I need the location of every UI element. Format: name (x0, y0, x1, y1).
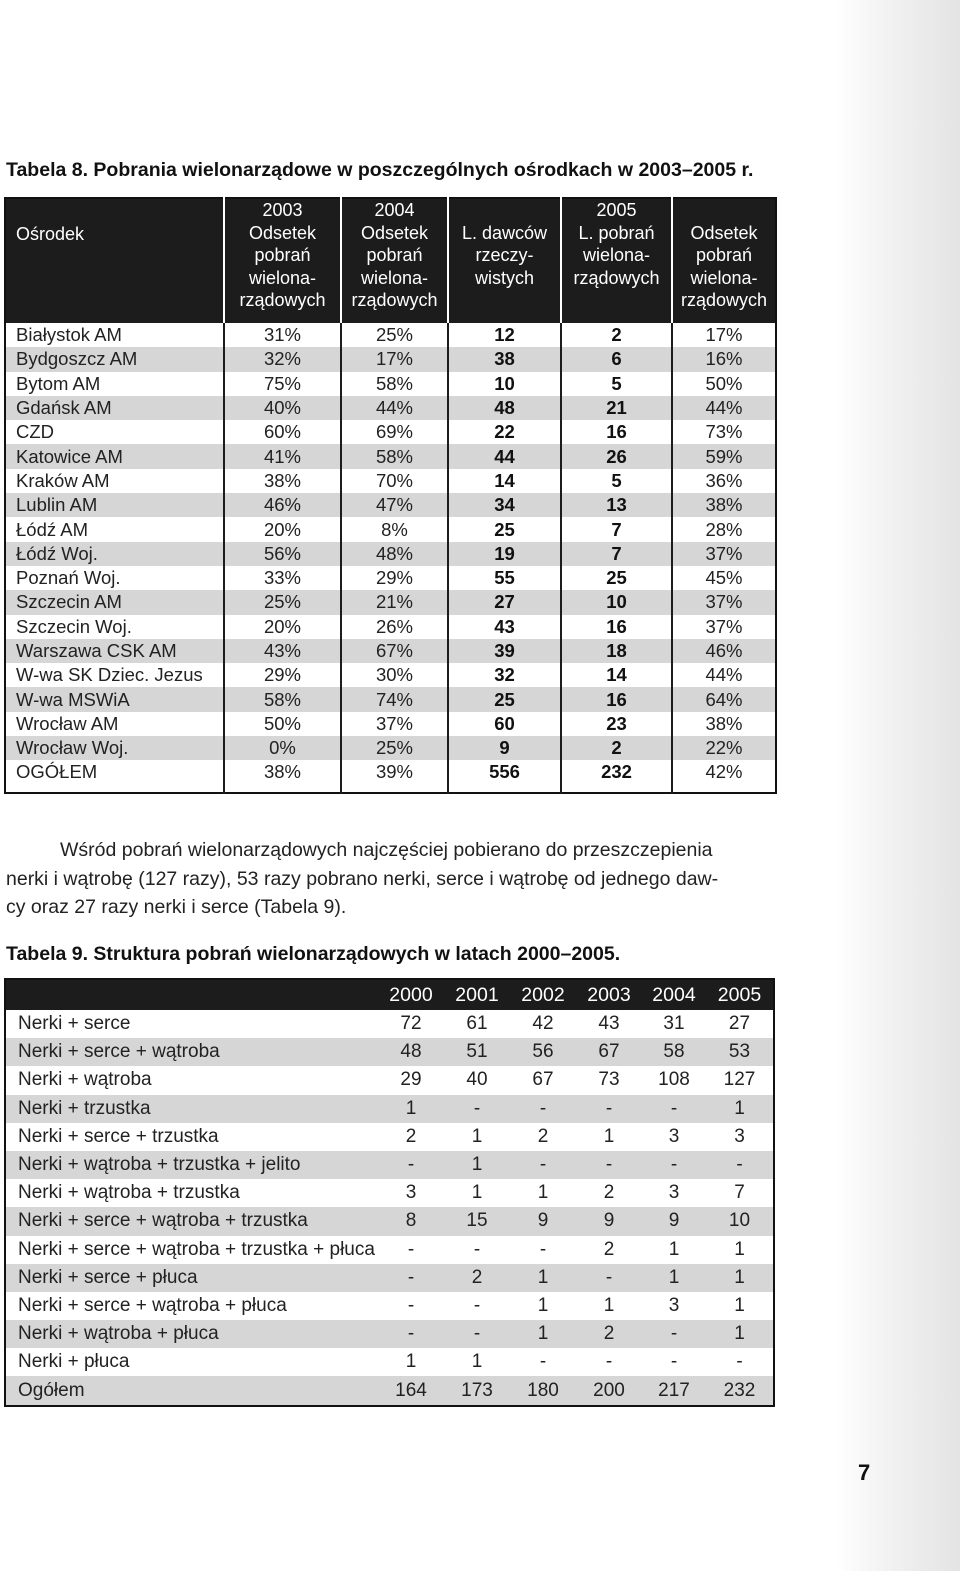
cell-multi: 5 (561, 469, 672, 493)
cell-value: 2 (378, 1123, 444, 1151)
cell-value: 2 (576, 1179, 642, 1207)
cell-donors: 9 (448, 736, 561, 760)
cell-value: - (510, 1348, 576, 1376)
cell-value: 10 (706, 1207, 774, 1235)
header-2005-pobran: 2005 L. pobrań wielona- rządowych (561, 198, 672, 323)
cell-value: - (378, 1292, 444, 1320)
table-row (5, 1376, 774, 1405)
cell-donors: 10 (448, 372, 561, 396)
cell-osrodek: Kraków AM (5, 469, 224, 493)
table-row (5, 469, 776, 493)
cell-osrodek: Wrocław Woj. (5, 736, 224, 760)
table-row (5, 372, 776, 396)
cell-osrodek: Wrocław AM (5, 712, 224, 736)
cell-value: - (444, 1320, 510, 1348)
cell-value: 27 (706, 1010, 774, 1038)
cell-value: 8 (378, 1207, 444, 1235)
cell-osrodek: Bytom AM (5, 372, 224, 396)
cell-value: 40 (444, 1066, 510, 1094)
cell-value: - (378, 1236, 444, 1264)
header-2005-odsetek: Odsetek pobrań wielona- rządowych (672, 198, 776, 323)
header-dawcow: L. dawców rzeczy- wistych (448, 198, 561, 323)
table-row (5, 760, 776, 793)
cell-multi: 7 (561, 542, 672, 566)
cell-p2005: 22% (672, 736, 776, 760)
cell-donors: 25 (448, 517, 561, 541)
cell-value: - (706, 1348, 774, 1376)
cell-value: 72 (378, 1010, 444, 1038)
table-row (5, 1292, 774, 1320)
cell-value: - (510, 1151, 576, 1179)
header-2003: 2003 Odsetek pobrań wielona- rządowych (224, 198, 341, 323)
cell-donors: 12 (448, 323, 561, 347)
cell-value: 9 (576, 1207, 642, 1235)
cell-organs: Nerki + wątroba + płuca (5, 1320, 378, 1348)
cell-organs: Nerki + wątroba (5, 1066, 378, 1094)
cell-value: 1 (444, 1179, 510, 1207)
cell-p2003: 43% (224, 639, 341, 663)
cell-value: 2 (510, 1123, 576, 1151)
cell-value: - (444, 1292, 510, 1320)
cell-value: 1 (706, 1264, 774, 1292)
cell-p2004: 30% (341, 663, 448, 687)
cell-value: 67 (510, 1066, 576, 1094)
cell-multi: 13 (561, 493, 672, 517)
cell-value: - (576, 1264, 642, 1292)
header-year: 2004 (642, 979, 706, 1010)
cell-osrodek: Poznań Woj. (5, 566, 224, 590)
cell-multi: 16 (561, 687, 672, 711)
cell-value: 2 (444, 1264, 510, 1292)
cell-p2004: 47% (341, 493, 448, 517)
cell-p2004: 21% (341, 590, 448, 614)
cell-multi: 25 (561, 566, 672, 590)
table-row (5, 590, 776, 614)
cell-value: 108 (642, 1066, 706, 1094)
cell-p2005: 37% (672, 615, 776, 639)
cell-p2005: 38% (672, 493, 776, 517)
cell-p2003: 50% (224, 712, 341, 736)
cell-p2005: 64% (672, 687, 776, 711)
table-row (5, 493, 776, 517)
cell-p2004: 39% (341, 760, 448, 793)
cell-organs: Nerki + serce + wątroba (5, 1038, 378, 1066)
cell-value: - (378, 1264, 444, 1292)
cell-value: 51 (444, 1038, 510, 1066)
cell-p2003: 56% (224, 542, 341, 566)
cell-organs: Nerki + serce (5, 1010, 378, 1038)
cell-p2005: 46% (672, 639, 776, 663)
table-row (5, 639, 776, 663)
cell-multi: 7 (561, 517, 672, 541)
cell-multi: 23 (561, 712, 672, 736)
table-row (5, 712, 776, 736)
header-year: 2002 (510, 979, 576, 1010)
cell-value: 7 (706, 1179, 774, 1207)
cell-multi: 2 (561, 323, 672, 347)
cell-value: 2 (576, 1236, 642, 1264)
cell-organs: Nerki + serce + wątroba + trzustka + płuca (5, 1236, 378, 1264)
table-row (5, 1010, 774, 1038)
cell-organs: Ogółem (5, 1376, 378, 1405)
cell-value: 1 (576, 1292, 642, 1320)
cell-value: 180 (510, 1376, 576, 1405)
cell-value: 3 (642, 1179, 706, 1207)
cell-p2004: 74% (341, 687, 448, 711)
cell-value: 1 (444, 1348, 510, 1376)
header-blank (5, 979, 378, 1010)
cell-value: 1 (706, 1095, 774, 1123)
cell-p2005: 37% (672, 590, 776, 614)
cell-multi: 14 (561, 663, 672, 687)
cell-value: 2 (576, 1320, 642, 1348)
cell-p2003: 38% (224, 760, 341, 793)
cell-p2005: 45% (672, 566, 776, 590)
cell-p2003: 40% (224, 396, 341, 420)
table-row (5, 517, 776, 541)
cell-donors: 39 (448, 639, 561, 663)
cell-value: 61 (444, 1010, 510, 1038)
cell-value: 58 (642, 1038, 706, 1066)
table-row (5, 1320, 774, 1348)
cell-value: 31 (642, 1010, 706, 1038)
cell-p2004: 25% (341, 323, 448, 347)
cell-p2005: 28% (672, 517, 776, 541)
cell-value: - (510, 1236, 576, 1264)
table-row (5, 736, 776, 760)
cell-value: 29 (378, 1066, 444, 1094)
cell-multi: 16 (561, 420, 672, 444)
cell-multi: 232 (561, 760, 672, 793)
cell-multi: 5 (561, 372, 672, 396)
cell-osrodek: Katowice AM (5, 444, 224, 468)
cell-value: 200 (576, 1376, 642, 1405)
table-row (5, 347, 776, 371)
cell-donors: 32 (448, 663, 561, 687)
table-row (5, 396, 776, 420)
cell-donors: 55 (448, 566, 561, 590)
cell-value: - (706, 1151, 774, 1179)
cell-osrodek: Bydgoszcz AM (5, 347, 224, 371)
cell-p2004: 8% (341, 517, 448, 541)
table-row (5, 1207, 774, 1235)
cell-p2003: 60% (224, 420, 341, 444)
table-row (5, 542, 776, 566)
cell-p2005: 42% (672, 760, 776, 793)
cell-p2004: 48% (341, 542, 448, 566)
cell-donors: 44 (448, 444, 561, 468)
cell-organs: Nerki + serce + wątroba + trzustka (5, 1207, 378, 1235)
cell-donors: 19 (448, 542, 561, 566)
body-paragraph: Wśród pobrań wielonarządowych najczęściej pobierano do przeszczepienia nerki i wątrobę (127 razy), 53 razy pobrano nerki, serce i wątrobę od jednego daw- cy oraz 27 razy nerki i serce (Tabela 9). (6, 839, 719, 918)
table8-caption: Tabela 8. Pobrania wielonarządowe w poszczególnych ośrodkach w 2003–2005 r. (6, 159, 754, 181)
cell-value: 67 (576, 1038, 642, 1066)
cell-osrodek: Gdańsk AM (5, 396, 224, 420)
cell-p2004: 17% (341, 347, 448, 371)
cell-p2004: 58% (341, 444, 448, 468)
cell-value: - (576, 1095, 642, 1123)
table-row (5, 1179, 774, 1207)
cell-p2003: 31% (224, 323, 341, 347)
cell-value: 1 (642, 1236, 706, 1264)
cell-donors: 34 (448, 493, 561, 517)
cell-p2005: 73% (672, 420, 776, 444)
cell-p2003: 38% (224, 469, 341, 493)
cell-value: 1 (444, 1123, 510, 1151)
table8-header (5, 198, 776, 323)
cell-donors: 14 (448, 469, 561, 493)
cell-p2003: 20% (224, 517, 341, 541)
cell-p2003: 20% (224, 615, 341, 639)
cell-p2004: 44% (341, 396, 448, 420)
cell-value: 9 (510, 1207, 576, 1235)
cell-osrodek: OGÓŁEM (5, 760, 224, 793)
cell-p2005: 37% (672, 542, 776, 566)
cell-value: - (642, 1348, 706, 1376)
cell-value: 3 (378, 1179, 444, 1207)
cell-value: 1 (510, 1179, 576, 1207)
cell-value: 164 (378, 1376, 444, 1405)
cell-p2005: 16% (672, 347, 776, 371)
cell-value: - (576, 1348, 642, 1376)
cell-value: 15 (444, 1207, 510, 1235)
cell-value: 127 (706, 1066, 774, 1094)
cell-p2004: 69% (341, 420, 448, 444)
cell-value: 73 (576, 1066, 642, 1094)
cell-value: - (444, 1095, 510, 1123)
cell-multi: 21 (561, 396, 672, 420)
header-2004: 2004 Odsetek pobrań wielona- rządowych (341, 198, 448, 323)
cell-value: - (576, 1151, 642, 1179)
cell-value: 1 (510, 1292, 576, 1320)
cell-value: 1 (378, 1348, 444, 1376)
cell-osrodek: W-wa MSWiA (5, 687, 224, 711)
cell-osrodek: Szczecin Woj. (5, 615, 224, 639)
cell-p2003: 46% (224, 493, 341, 517)
table9-header (5, 979, 774, 1010)
cell-organs: Nerki + serce + wątroba + płuca (5, 1292, 378, 1320)
table-row (5, 687, 776, 711)
header-year: 2003 (576, 979, 642, 1010)
cell-multi: 16 (561, 615, 672, 639)
header-year: 2005 (706, 979, 774, 1010)
cell-organs: Nerki + wątroba + trzustka + jelito (5, 1151, 378, 1179)
cell-p2003: 32% (224, 347, 341, 371)
cell-p2004: 70% (341, 469, 448, 493)
cell-organs: Nerki + płuca (5, 1348, 378, 1376)
header-osrodek: Ośrodek (5, 198, 224, 323)
cell-value: 56 (510, 1038, 576, 1066)
cell-value: 1 (510, 1320, 576, 1348)
cell-multi: 18 (561, 639, 672, 663)
table-row (5, 566, 776, 590)
cell-osrodek: Warszawa CSK AM (5, 639, 224, 663)
cell-p2003: 25% (224, 590, 341, 614)
cell-value: - (378, 1320, 444, 1348)
cell-organs: Nerki + serce + trzustka (5, 1123, 378, 1151)
table-row (5, 615, 776, 639)
cell-organs: Nerki + trzustka (5, 1095, 378, 1123)
cell-donors: 27 (448, 590, 561, 614)
cell-value: - (510, 1095, 576, 1123)
cell-p2003: 75% (224, 372, 341, 396)
table-row (5, 323, 776, 347)
cell-value: - (642, 1320, 706, 1348)
cell-multi: 2 (561, 736, 672, 760)
cell-p2005: 59% (672, 444, 776, 468)
cell-value: - (642, 1095, 706, 1123)
cell-p2005: 36% (672, 469, 776, 493)
cell-value: 217 (642, 1376, 706, 1405)
cell-organs: Nerki + serce + płuca (5, 1264, 378, 1292)
cell-p2004: 67% (341, 639, 448, 663)
cell-multi: 6 (561, 347, 672, 371)
cell-p2005: 44% (672, 663, 776, 687)
table-row (5, 1264, 774, 1292)
cell-value: 1 (378, 1095, 444, 1123)
cell-value: 1 (706, 1292, 774, 1320)
cell-value: 1 (706, 1320, 774, 1348)
page-number: 7 (858, 1460, 871, 1485)
cell-p2003: 33% (224, 566, 341, 590)
cell-value: 48 (378, 1038, 444, 1066)
cell-value: 1 (444, 1151, 510, 1179)
cell-p2005: 44% (672, 396, 776, 420)
header-year: 2000 (378, 979, 444, 1010)
page-margin-shade (835, 0, 960, 1571)
cell-p2005: 50% (672, 372, 776, 396)
cell-osrodek: Łódź Woj. (5, 542, 224, 566)
cell-multi: 26 (561, 444, 672, 468)
table-row (5, 1123, 774, 1151)
cell-osrodek: W-wa SK Dziec. Jezus (5, 663, 224, 687)
cell-p2003: 41% (224, 444, 341, 468)
header-2005: 2005 (596, 200, 637, 220)
cell-value: - (378, 1151, 444, 1179)
table-row (5, 1095, 774, 1123)
cell-p2003: 0% (224, 736, 341, 760)
cell-value: 42 (510, 1010, 576, 1038)
table-row (5, 420, 776, 444)
cell-osrodek: Szczecin AM (5, 590, 224, 614)
cell-value: 53 (706, 1038, 774, 1066)
table-row (5, 663, 776, 687)
table-row (5, 1066, 774, 1094)
cell-donors: 38 (448, 347, 561, 371)
header-year: 2001 (444, 979, 510, 1010)
cell-p2004: 58% (341, 372, 448, 396)
cell-value: 3 (706, 1123, 774, 1151)
table9-body (5, 1010, 774, 1406)
table-row (5, 1151, 774, 1179)
cell-value: - (642, 1151, 706, 1179)
cell-osrodek: Lublin AM (5, 493, 224, 517)
cell-osrodek: CZD (5, 420, 224, 444)
table9 (4, 978, 775, 1407)
cell-p2004: 25% (341, 736, 448, 760)
cell-p2004: 26% (341, 615, 448, 639)
cell-p2005: 17% (672, 323, 776, 347)
cell-value: 9 (642, 1207, 706, 1235)
cell-p2003: 29% (224, 663, 341, 687)
cell-value: 1 (642, 1264, 706, 1292)
cell-p2005: 38% (672, 712, 776, 736)
cell-value: 1 (706, 1236, 774, 1264)
cell-osrodek: Białystok AM (5, 323, 224, 347)
table-row (5, 1348, 774, 1376)
cell-donors: 43 (448, 615, 561, 639)
cell-osrodek: Łódź AM (5, 517, 224, 541)
cell-p2004: 37% (341, 712, 448, 736)
table-row (5, 1038, 774, 1066)
cell-value: 43 (576, 1010, 642, 1038)
cell-donors: 22 (448, 420, 561, 444)
cell-multi: 10 (561, 590, 672, 614)
cell-organs: Nerki + wątroba + trzustka (5, 1179, 378, 1207)
table8 (4, 197, 777, 794)
cell-value: 1 (576, 1123, 642, 1151)
cell-value: 1 (510, 1264, 576, 1292)
table-row (5, 1236, 774, 1264)
cell-value: - (444, 1236, 510, 1264)
cell-donors: 60 (448, 712, 561, 736)
cell-value: 3 (642, 1292, 706, 1320)
table-row (5, 444, 776, 468)
cell-value: 3 (642, 1123, 706, 1151)
cell-value: 173 (444, 1376, 510, 1405)
cell-donors: 25 (448, 687, 561, 711)
cell-donors: 556 (448, 760, 561, 793)
cell-p2003: 58% (224, 687, 341, 711)
table8-body (5, 323, 776, 793)
cell-donors: 48 (448, 396, 561, 420)
cell-value: 232 (706, 1376, 774, 1405)
cell-p2004: 29% (341, 566, 448, 590)
table9-caption: Tabela 9. Struktura pobrań wielonarządowych w latach 2000–2005. (6, 943, 621, 965)
